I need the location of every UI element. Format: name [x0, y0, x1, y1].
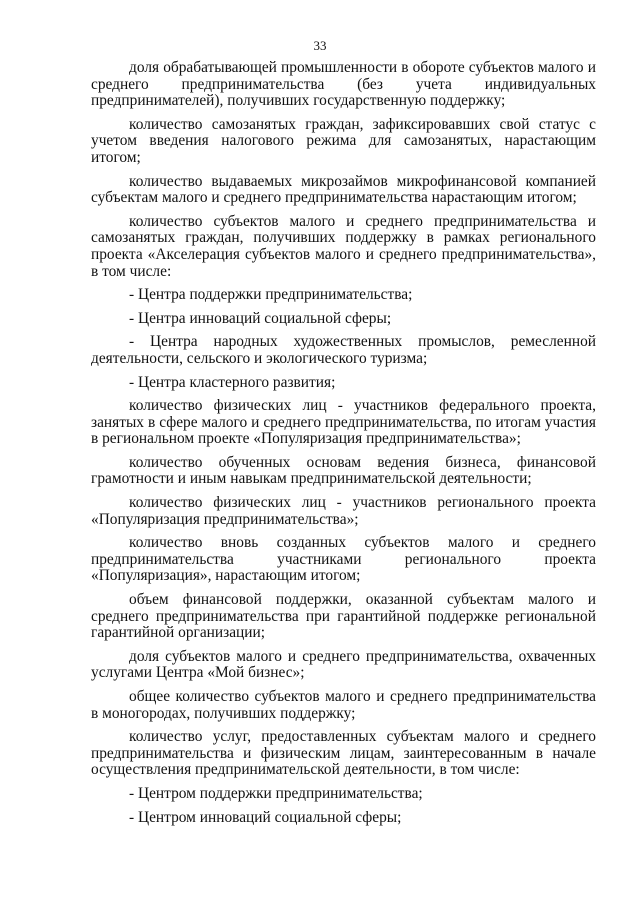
- paragraph: объем финансовой поддержки, оказанной субъектам малого и среднего предпринимательства при гарантийной поддержке региональной гарантийной организации;: [91, 591, 596, 642]
- paragraph: количество физических лиц - участников федерального проекта, занятых в сфере малого и среднего предпринимательства, по итогам участия в региональном проекте «Популяризация предпринимательства»;: [91, 397, 596, 448]
- document-body: [91, 60, 596, 833]
- list-item: - Центра инноваций социальной сферы;: [129, 309, 392, 327]
- page-number: 33: [313, 38, 327, 53]
- list-item: - Центром поддержки предпринимательства;: [129, 784, 423, 802]
- list-item: - Центра кластерного развития;: [129, 373, 336, 391]
- list-item: - Центром инноваций социальной сферы;: [129, 808, 402, 826]
- paragraph: количество услуг, предоставленных субъектам малого и среднего предпринимательства и физическим лицам, заинтересованным в начале осуществления предпринимательской деятельности, в том числе:: [91, 728, 596, 779]
- paragraph: общее количество субъектов малого и среднего предпринимательства в моногородах, получивших поддержку;: [91, 688, 596, 722]
- paragraph: доля обрабатывающей промышленности в обороте субъектов малого и среднего предпринимательства (без учета индивидуальных предпринимателей), получивших государственную поддержку;: [91, 59, 596, 110]
- list-item: - Центра народных художественных промыслов, ремесленной деятельности, сельского и экологического туризма;: [91, 333, 596, 367]
- paragraph: количество физических лиц - участников регионального проекта «Популяризация предпринимательства»;: [91, 494, 596, 528]
- paragraph: количество вновь созданных субъектов малого и среднего предпринимательства участниками регионального проекта «Популяризация», нарастающим итогом;: [91, 534, 596, 585]
- paragraph: количество обученных основам ведения бизнеса, финансовой грамотности и иным навыкам предпринимательской деятельности;: [91, 453, 596, 488]
- paragraph: количество выдаваемых микрозаймов микрофинансовой компанией субъектам малого и среднего предпринимательства нарастающим итогом;: [91, 172, 596, 207]
- paragraph: количество субъектов малого и среднего предпринимательства и самозанятых граждан, получивших поддержку в рамках регионального проекта «Акселерация субъектов малого и среднего предпринимательства», в том числе:: [91, 212, 596, 280]
- paragraph: количество самозанятых граждан, зафиксировавших свой статус с учетом введения налогового режима для самозанятых, нарастающим итогом;: [91, 115, 596, 166]
- list-item: - Центра поддержки предпринимательства;: [129, 286, 413, 304]
- paragraph: доля субъектов малого и среднего предпринимательства, охваченных услугами Центра «Мой бизнес»;: [91, 647, 596, 682]
